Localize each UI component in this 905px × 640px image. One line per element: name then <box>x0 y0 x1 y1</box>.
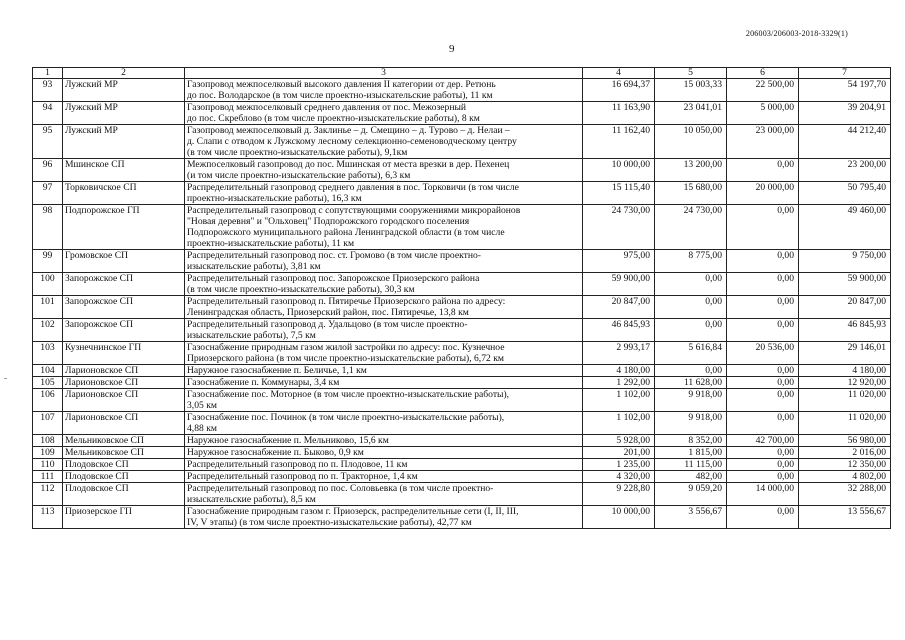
value-col6-cell: 0,00 <box>727 447 799 459</box>
row-number-cell: 95 <box>33 125 63 159</box>
row-number-cell: 100 <box>33 273 63 296</box>
value-col5-cell: 23 041,01 <box>655 102 727 125</box>
row-number-cell: 102 <box>33 319 63 342</box>
value-col7-cell: 11 020,00 <box>799 389 891 412</box>
description-line: проектно-изыскательские работы), 16,3 км <box>187 193 362 204</box>
description-cell <box>185 447 583 459</box>
description-cell <box>185 205 583 250</box>
municipality-cell: Приозерское ГП <box>63 506 185 529</box>
value-col7-cell: 56 980,00 <box>799 435 891 447</box>
row-number-cell: 98 <box>33 205 63 250</box>
value-col7-cell: 32 288,00 <box>799 483 891 506</box>
value-col7-cell: 50 795,40 <box>799 182 891 205</box>
municipality-cell: Ларионовское СП <box>63 365 185 377</box>
description-line: Распределительный газопровод пос. ст. Громово (в том числе проектно- <box>187 250 481 261</box>
value-col7-cell: 20 847,00 <box>799 296 891 319</box>
value-col4-cell: 10 000,00 <box>583 506 655 529</box>
description-line: Газопровод межпоселковый высокого давления II категории от дер. Ретюнь <box>187 79 496 90</box>
value-col6-cell: 0,00 <box>727 506 799 529</box>
gas-pipeline-table <box>32 67 891 529</box>
value-col4-cell: 16 694,37 <box>583 79 655 102</box>
value-col6-cell: 14 000,00 <box>727 483 799 506</box>
municipality-cell: Подпорожское ГП <box>63 205 185 250</box>
value-col7-cell: 9 750,00 <box>799 250 891 273</box>
municipality-cell: Плодовское СП <box>63 459 185 471</box>
description-line: Газоснабжение природным газом жилой застройки по адресу: пос. Кузнечное <box>187 342 505 353</box>
description-cell <box>185 182 583 205</box>
value-col6-cell: 0,00 <box>727 471 799 483</box>
municipality-cell: Ларионовское СП <box>63 389 185 412</box>
description-line: IV, V этапы) (в том числе проектно-изыскательские работы), 42,77 км <box>187 517 472 528</box>
column-header: 6 <box>727 68 799 79</box>
description-cell <box>185 389 583 412</box>
value-col5-cell: 11 628,00 <box>655 377 727 389</box>
value-col5-cell: 10 050,00 <box>655 125 727 159</box>
value-col5-cell: 9 918,00 <box>655 389 727 412</box>
description-line: Распределительный газопровод пос. Запорожское Приозерского района <box>187 273 480 284</box>
table-row <box>33 159 891 182</box>
table-row <box>33 125 891 159</box>
description-line: "Новая деревня" и "Ольховец" Подпорожского городского поселения <box>187 216 470 227</box>
description-line: Распределительный газопровод д. Удальцово (в том числе проектно- <box>187 319 468 330</box>
table-row <box>33 342 891 365</box>
value-col7-cell: 13 556,67 <box>799 506 891 529</box>
column-header: 7 <box>799 68 891 79</box>
table-row <box>33 459 891 471</box>
description-line: Распределительный газопровод п. Пятиречье Приозерского района по адресу: <box>187 296 506 307</box>
value-col7-cell: 2 016,00 <box>799 447 891 459</box>
description-line: изыскательские работы), 7,5 км <box>187 330 316 341</box>
value-col4-cell: 1 102,00 <box>583 412 655 435</box>
municipality-cell: Плодовское СП <box>63 483 185 506</box>
description-line: Наружное газоснабжение п. Быково, 0,9 км <box>187 447 364 458</box>
description-line: Газоснабжение пос. Моторное (в том числе проектно-изыскательские работы), <box>187 389 510 400</box>
value-col7-cell: 59 900,00 <box>799 273 891 296</box>
description-line: Распределительный газопровод с сопутствующими сооружениями микрорайонов <box>187 205 521 216</box>
municipality-cell: Мшинское СП <box>63 159 185 182</box>
header-row <box>33 68 891 79</box>
row-number-cell: 109 <box>33 447 63 459</box>
municipality-cell: Лужский МР <box>63 79 185 102</box>
value-col6-cell: 23 000,00 <box>727 125 799 159</box>
value-col4-cell: 15 115,40 <box>583 182 655 205</box>
table-row <box>33 377 891 389</box>
value-col7-cell: 39 204,91 <box>799 102 891 125</box>
value-col7-cell: 4 802,00 <box>799 471 891 483</box>
municipality-cell: Громовское СП <box>63 250 185 273</box>
value-col7-cell: 29 146,01 <box>799 342 891 365</box>
description-cell <box>185 342 583 365</box>
municipality-cell: Лужский МР <box>63 102 185 125</box>
row-number-cell: 93 <box>33 79 63 102</box>
municipality-cell: Мельниковское СП <box>63 447 185 459</box>
description-cell <box>185 273 583 296</box>
description-cell <box>185 471 583 483</box>
value-col4-cell: 201,00 <box>583 447 655 459</box>
value-col4-cell: 1 235,00 <box>583 459 655 471</box>
description-line: Ленинградская область, Приозерский район, пос. Пятиречье, 13,8 км <box>187 307 469 318</box>
row-number-cell: 111 <box>33 471 63 483</box>
description-cell <box>185 412 583 435</box>
description-cell <box>185 250 583 273</box>
value-col6-cell: 22 500,00 <box>727 79 799 102</box>
row-number-cell: 97 <box>33 182 63 205</box>
row-number-cell: 107 <box>33 412 63 435</box>
municipality-cell: Запорожское СП <box>63 296 185 319</box>
value-col5-cell: 5 616,84 <box>655 342 727 365</box>
value-col4-cell: 24 730,00 <box>583 205 655 250</box>
value-col5-cell: 8 775,00 <box>655 250 727 273</box>
value-col5-cell: 0,00 <box>655 273 727 296</box>
value-col4-cell: 11 163,90 <box>583 102 655 125</box>
value-col4-cell: 975,00 <box>583 250 655 273</box>
value-col4-cell: 9 228,80 <box>583 483 655 506</box>
value-col6-cell: 0,00 <box>727 459 799 471</box>
table-row <box>33 483 891 506</box>
value-col6-cell: 5 000,00 <box>727 102 799 125</box>
document-id: 206003/206003-2018-3329(1) <box>745 29 848 38</box>
description-line: Распределительный газопровод по п. Плодовое, 11 км <box>187 459 408 470</box>
value-col5-cell: 0,00 <box>655 296 727 319</box>
table-row <box>33 365 891 377</box>
column-header: 1 <box>33 68 63 79</box>
municipality-cell: Торковичское СП <box>63 182 185 205</box>
table-row <box>33 412 891 435</box>
municipality-cell: Ларионовское СП <box>63 412 185 435</box>
description-cell <box>185 377 583 389</box>
row-number-cell: 112 <box>33 483 63 506</box>
municipality-cell: Кузнечнинское ГП <box>63 342 185 365</box>
description-cell <box>185 79 583 102</box>
column-header: 4 <box>583 68 655 79</box>
table-row <box>33 102 891 125</box>
description-cell <box>185 506 583 529</box>
value-col5-cell: 11 115,00 <box>655 459 727 471</box>
value-col6-cell: 42 700,00 <box>727 435 799 447</box>
row-number-cell: 104 <box>33 365 63 377</box>
table-row <box>33 506 891 529</box>
value-col4-cell: 10 000,00 <box>583 159 655 182</box>
description-line: изыскательские работы), 3,81 км <box>187 261 321 272</box>
value-col7-cell: 12 920,00 <box>799 377 891 389</box>
value-col6-cell: 0,00 <box>727 412 799 435</box>
description-line: д. Слапи с отводом к Лужскому лесному селекционно-семеноводческому центру <box>187 136 517 147</box>
description-cell <box>185 125 583 159</box>
description-cell <box>185 459 583 471</box>
table-row <box>33 296 891 319</box>
description-line: Приозерского района (в том числе проектно-изыскательские работы), 6,72 км <box>187 353 504 364</box>
value-col7-cell: 54 197,70 <box>799 79 891 102</box>
table-row <box>33 273 891 296</box>
column-header: 5 <box>655 68 727 79</box>
value-col4-cell: 11 162,40 <box>583 125 655 159</box>
description-line: Газоснабжение пос. Починок (в том числе проектно-изыскательские работы), <box>187 412 505 423</box>
value-col5-cell: 15 003,33 <box>655 79 727 102</box>
description-line: 4,88 км <box>187 423 217 434</box>
value-col4-cell: 4 180,00 <box>583 365 655 377</box>
binding-mark <box>4 378 7 379</box>
row-number-cell: 94 <box>33 102 63 125</box>
municipality-cell: Ларионовское СП <box>63 377 185 389</box>
table-row <box>33 471 891 483</box>
description-cell <box>185 296 583 319</box>
description-line: (в том числе проектно-изыскательские работы), 30,3 км <box>187 284 415 295</box>
description-line: Межпоселковый газопровод до пос. Мшинская от места врезки в дер. Пехенец <box>187 159 510 170</box>
value-col7-cell: 11 020,00 <box>799 412 891 435</box>
value-col5-cell: 482,00 <box>655 471 727 483</box>
value-col5-cell: 0,00 <box>655 365 727 377</box>
description-cell <box>185 159 583 182</box>
value-col4-cell: 2 993,17 <box>583 342 655 365</box>
value-col6-cell: 20 536,00 <box>727 342 799 365</box>
value-col4-cell: 4 320,00 <box>583 471 655 483</box>
row-number-cell: 110 <box>33 459 63 471</box>
row-number-cell: 113 <box>33 506 63 529</box>
value-col7-cell: 23 200,00 <box>799 159 891 182</box>
row-number-cell: 101 <box>33 296 63 319</box>
municipality-cell: Лужский МР <box>63 125 185 159</box>
row-number-cell: 103 <box>33 342 63 365</box>
table-row <box>33 79 891 102</box>
description-line: Газопровод межпоселковый среднего давления от пос. Межозерный <box>187 102 467 113</box>
description-cell <box>185 483 583 506</box>
value-col6-cell: 0,00 <box>727 389 799 412</box>
value-col5-cell: 1 815,00 <box>655 447 727 459</box>
table-row <box>33 389 891 412</box>
value-col4-cell: 59 900,00 <box>583 273 655 296</box>
row-number-cell: 106 <box>33 389 63 412</box>
description-line: (и том числе проектно-изыскательские работы), 6,3 км <box>187 170 411 181</box>
column-header: 3 <box>185 68 583 79</box>
municipality-cell: Запорожское СП <box>63 273 185 296</box>
value-col5-cell: 9 059,20 <box>655 483 727 506</box>
value-col4-cell: 20 847,00 <box>583 296 655 319</box>
table-row <box>33 319 891 342</box>
description-line: Распределительный газопровод среднего давления в пос. Торковичи (в том числе <box>187 182 519 193</box>
value-col6-cell: 0,00 <box>727 159 799 182</box>
description-line: Подпорожского муниципального района Ленинградской области (в том числе <box>187 227 505 238</box>
table-row <box>33 182 891 205</box>
value-col5-cell: 15 680,00 <box>655 182 727 205</box>
value-col4-cell: 1 292,00 <box>583 377 655 389</box>
value-col4-cell: 5 928,00 <box>583 435 655 447</box>
value-col5-cell: 24 730,00 <box>655 205 727 250</box>
value-col7-cell: 49 460,00 <box>799 205 891 250</box>
table-row <box>33 250 891 273</box>
description-line: до пос. Володарское (в том числе проектно-изыскательские работы), 11 км <box>187 90 493 101</box>
row-number-cell: 108 <box>33 435 63 447</box>
table-row <box>33 435 891 447</box>
value-col6-cell: 20 000,00 <box>727 182 799 205</box>
municipality-cell: Мельниковское СП <box>63 435 185 447</box>
description-line: Распределительный газопровод по пос. Соловьевка (в том числе проектно- <box>187 483 494 494</box>
value-col4-cell: 1 102,00 <box>583 389 655 412</box>
value-col5-cell: 8 352,00 <box>655 435 727 447</box>
value-col5-cell: 13 200,00 <box>655 159 727 182</box>
value-col7-cell: 46 845,93 <box>799 319 891 342</box>
value-col5-cell: 3 556,67 <box>655 506 727 529</box>
table-row <box>33 205 891 250</box>
row-number-cell: 105 <box>33 377 63 389</box>
description-line: Газоснабжение п. Коммунары, 3,4 км <box>187 377 340 388</box>
description-line: Газопровод межпоселковый д. Заклинье – д. Смещино – д. Турово – д. Нелаи – <box>187 125 510 136</box>
value-col6-cell: 0,00 <box>727 319 799 342</box>
value-col6-cell: 0,00 <box>727 377 799 389</box>
description-cell <box>185 435 583 447</box>
row-number-cell: 99 <box>33 250 63 273</box>
description-line: до пос. Скреблово (в том числе проектно-изыскательские работы), 8 км <box>187 113 480 124</box>
value-col4-cell: 46 845,93 <box>583 319 655 342</box>
municipality-cell: Запорожское СП <box>63 319 185 342</box>
description-line: Распределительный газопровод по п. Тракторное, 1,4 км <box>187 471 418 482</box>
description-line: Наружное газоснабжение п. Мельниково, 15,6 км <box>187 435 389 446</box>
value-col5-cell: 9 918,00 <box>655 412 727 435</box>
description-cell <box>185 319 583 342</box>
row-number-cell: 96 <box>33 159 63 182</box>
description-cell <box>185 365 583 377</box>
description-line: Наружное газоснабжение п. Беличье, 1,1 км <box>187 365 367 376</box>
column-header: 2 <box>63 68 185 79</box>
description-line: (в том числе проектно-изыскательские работы), 9,1км <box>187 147 408 158</box>
value-col5-cell: 0,00 <box>655 319 727 342</box>
value-col6-cell: 0,00 <box>727 365 799 377</box>
description-line: проектно-изыскательские работы), 11 км <box>187 238 355 249</box>
value-col7-cell: 4 180,00 <box>799 365 891 377</box>
value-col6-cell: 0,00 <box>727 273 799 296</box>
municipality-cell: Плодовское СП <box>63 471 185 483</box>
page-number: 9 <box>449 43 455 55</box>
description-line: Газоснабжение природным газом г. Приозерск, распределительные сети (I, II, III, <box>187 506 519 517</box>
table-row <box>33 447 891 459</box>
value-col6-cell: 0,00 <box>727 205 799 250</box>
value-col6-cell: 0,00 <box>727 296 799 319</box>
description-line: 3,05 км <box>187 400 217 411</box>
value-col7-cell: 12 350,00 <box>799 459 891 471</box>
value-col6-cell: 0,00 <box>727 250 799 273</box>
value-col7-cell: 44 212,40 <box>799 125 891 159</box>
description-line: изыскательские работы), 8,5 км <box>187 494 316 505</box>
description-cell <box>185 102 583 125</box>
